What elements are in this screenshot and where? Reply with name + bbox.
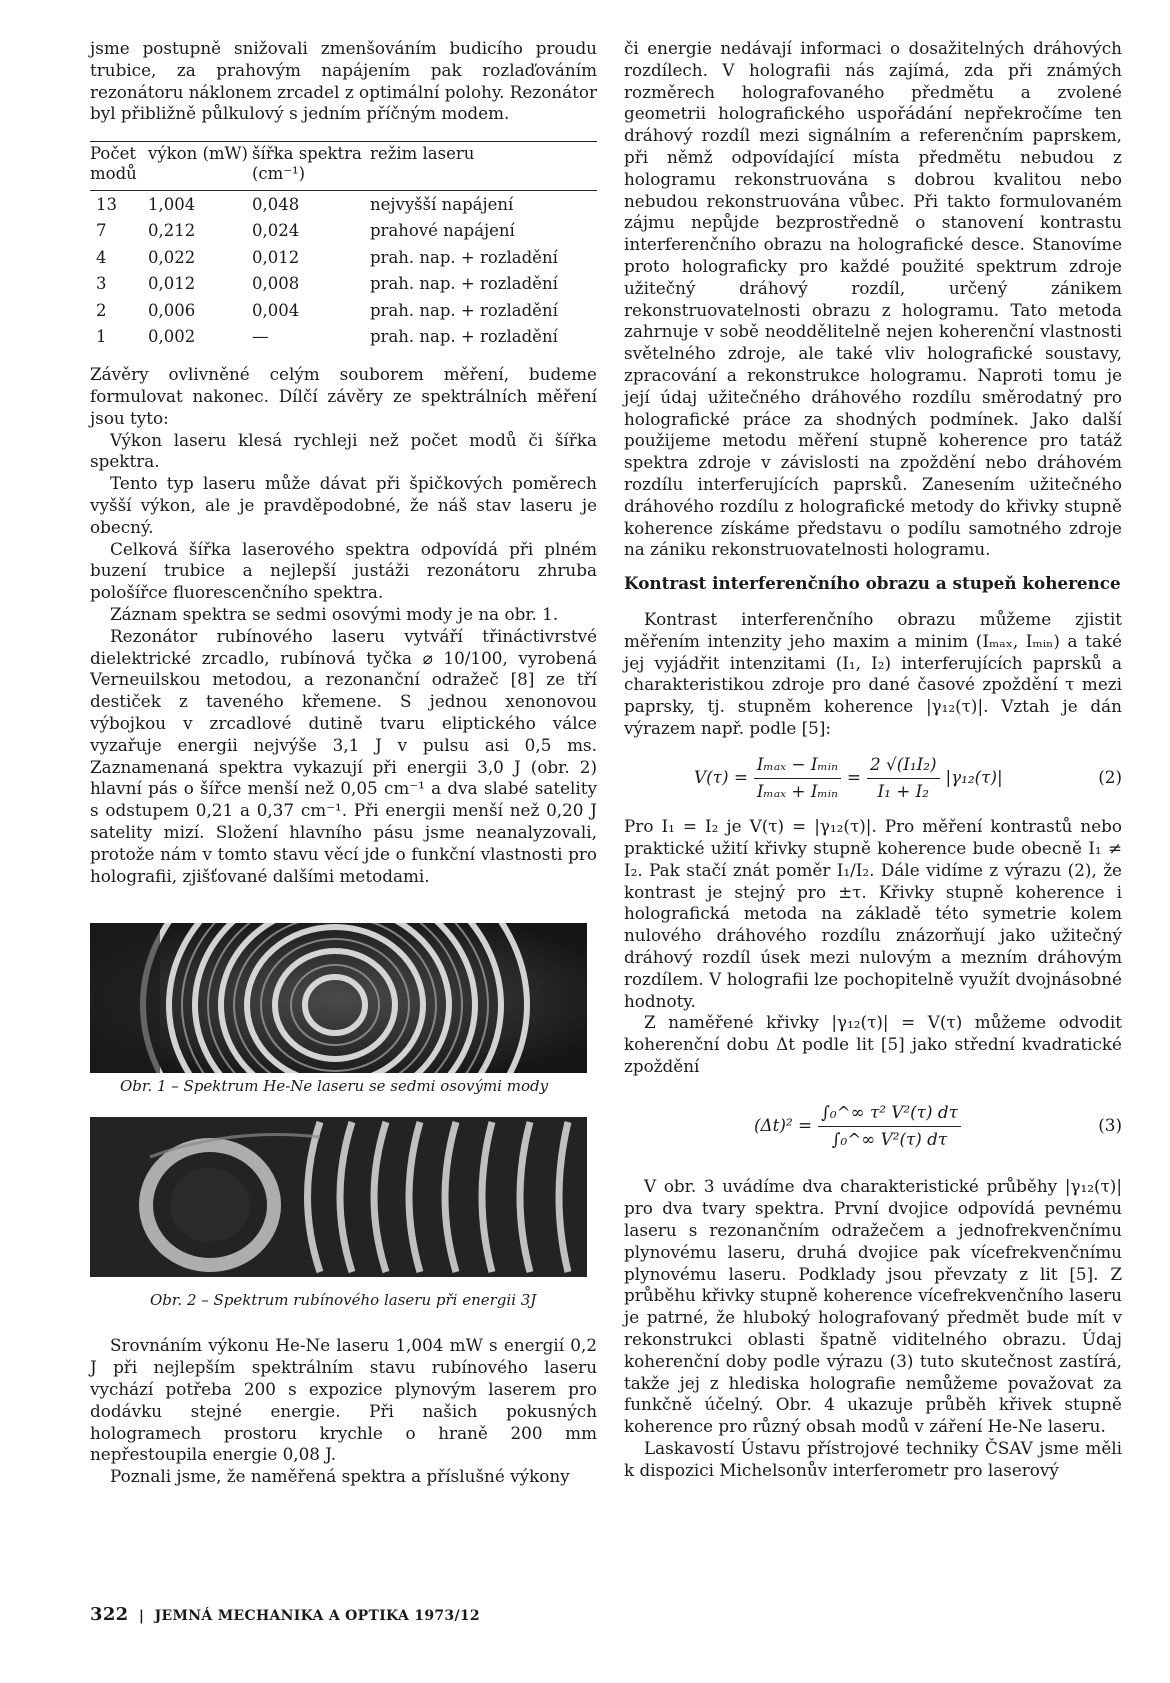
paragraph: Z naměřené křivky |γ₁₂(τ)| = V(τ) můžeme odvodit koherenční dobu Δt podle lit [5] jako střední kvadratické zpoždění xyxy=(624,1012,1122,1077)
table-row xyxy=(90,244,597,271)
eq2-number: (2) xyxy=(1098,767,1122,788)
table-cell: 0,004 xyxy=(252,300,300,320)
figure-1-caption: Obr. 1 – Spektrum He-Ne laseru se sedmi osovými mody xyxy=(120,1077,549,1096)
table-cell: 1,004 xyxy=(148,194,196,214)
table-cell: 0,022 xyxy=(148,247,196,267)
eq2-den2: I₁ + I₂ xyxy=(877,780,929,801)
left-column xyxy=(90,38,597,1488)
paragraph: Kontrast interferenčního obrazu můžeme zjistit měřením intenzity jeho maxim a minim (Iₘₐₓ, Iₘᵢₙ) a také jej vyjádřit intenzitami (I₁, I₂) interferujících paprsků a charakteristikou zdroje pro dané časové zpoždění τ mezi paprsky, tj. stupněm koherence |γ₁₂(τ)|. Vztah je dán výrazem např. podle [5]: xyxy=(624,608,1122,738)
col-header-regime: režim laseru xyxy=(370,144,475,164)
eq2-equals: = xyxy=(846,767,861,788)
paragraph: či energie nedávají informaci o dosažitelných dráhových rozdílech. V holografii nás zajímá, zda při známých rozměrech holografovaného předmětu a zvolené geometrii holografického uspořádání nepřekročíme ten dráhový rozdíl mezi signálním a referenčním paprskem, při němž odpovídající místa předmětu nebudou z hologramu rekonstruována s dobrou kvalitou nebo nebudou rekonstruována vůbec. Při takto formulovaném zájmu nepůjde bezprostředně o stanovení kontrastu interferenčního obrazu na holografické desce. Stanovíme proto holograficky pro každé použité spektrum zdroje užitečný dráhový rozdíl, určený zánikem rekonstruovatelnosti obrazu z hologramu. Tato metoda zahrnuje v sobě neoddělitelně nejen koherenční vlastnosti světelného zdroje, ale také vliv holografické soustavy, zpracování a rekonstrukce hologramu. Naproti tomu je její údaj užitečného dráhového rozdílu směrodatný pro holografické práce za shodných podmínek. Jako další použijeme metodu měření stupně koherence pro tatáž spektra zdroje v závislosti na zpoždění nebo dráhovém rozdílu interferujících paprsků. Zanesením užitečného dráhového rozdílu z holografické metody do křivky stupně koherence získáme představu o podílu samotného zdroje na zániku rekonstruovatelnosti hologramu. xyxy=(624,38,1122,560)
he-ne-spectrum-rings xyxy=(90,923,587,1073)
table-row xyxy=(90,191,597,218)
section-heading: Kontrast interferenčního obrazu a stupeň koherence xyxy=(624,573,1121,594)
table-cell: 1 xyxy=(96,327,107,347)
table-row xyxy=(90,271,597,298)
paragraph: Tento typ laseru může dávat při špičkových poměrech vyšší výkon, ale je pravděpodobné, že náš stav laseru je obecný. xyxy=(90,473,597,537)
table-cell: 13 xyxy=(96,194,117,214)
paragraph: V obr. 3 uvádíme dva charakteristické průběhy |γ₁₂(τ)| pro dva tvary spektra. První dvojice odpovídá pevnému laseru s rezonančním odražečem a jednofrekvenčnímu plynovému laseru, druhá dvojice pak vícefrekvenčnímu plynovému laseru. Podklady jsou převzaty z lit [5]. Z průběhu křivky stupně koherence vícefrekvenčního laseru je patrné, že hluboký holografovaný předmět bude mít v rekonstrukci oblasti špatně viditelného obrazu. Údaj koherenční doby podle výrazu (3) tuto skutečnost zastírá, takže jej z hlediska holografie nemůžeme považovat za funkčně účelný. Obr. 4 ukazuje průběh křivek stupně koherence pro různý obsah modů v záření He-Ne laseru. xyxy=(624,1176,1122,1437)
paragraph: Pro I₁ = I₂ je V(τ) = |γ₁₂(τ)|. Pro měření kontrastů nebo praktické užití křivky stupně koherence bude obecně I₁ ≠ I₂. Pak stačí znát poměr I₁/I₂. Dále vidíme z výrazu (2), že kontrast je stejný pro ±τ. Křivky stupně koherence i holografická metoda na základě této symetrie kolem nulového dráhového rozdílu znázorňují jako užitečný dráhový rozdíl úsek mezi nulovým a mezním dráhovým rozdílem. V holografii lze pochopitelně využít dvojnásobné hodnoty. xyxy=(624,816,1122,1011)
eq3-number: (3) xyxy=(1098,1115,1122,1136)
table-cell: prah. nap. + rozladění xyxy=(370,300,558,320)
table-cell: 0,012 xyxy=(148,274,196,294)
table-row xyxy=(90,324,597,351)
footer-divider: | xyxy=(133,1608,150,1624)
col-header-modes: Počet modů xyxy=(90,144,137,184)
mode-table xyxy=(90,142,597,350)
figure-2-photo xyxy=(90,1117,587,1277)
table-body xyxy=(90,191,597,351)
table-cell: 2 xyxy=(96,300,107,320)
eq2-tail: |γ₁₂(τ)| xyxy=(945,767,1003,788)
journal-name: JEMNÁ MECHANIKA A OPTIKA 1973/12 xyxy=(154,1608,480,1624)
eq2-fraction-2 xyxy=(867,754,940,803)
table-cell: nejvyšší napájení xyxy=(370,194,514,214)
paragraph: Srovnáním výkonu He-Ne laseru 1,004 mW s energií 0,2 J při nejlepším spektrálním stavu rubínového laseru vychází potřeba 200 s expozice plynovým laserem pro dodávku stejné energie. Při našich pokusných hologramech prostoru krychle o hraně 200 mm nepřestoupila energie 0,08 J. xyxy=(90,1335,597,1465)
figure-2-caption: Obr. 2 – Spektrum rubínového laseru při energii 3J xyxy=(150,1291,537,1310)
page-number: 322 xyxy=(90,1604,129,1625)
table-cell: 3 xyxy=(96,274,107,294)
table-header-row xyxy=(90,142,597,191)
table-cell: 0,024 xyxy=(252,221,300,241)
eq3-den: ∫₀^∞ V²(τ) dτ xyxy=(831,1128,948,1149)
table-cell: prah. nap. + rozladění xyxy=(370,247,558,267)
table-cell: 0,006 xyxy=(148,300,196,320)
eq2-lhs: V(τ) = xyxy=(694,767,748,788)
table-row xyxy=(90,297,597,324)
table-cell: 0,012 xyxy=(252,247,300,267)
table-cell: 7 xyxy=(96,221,107,241)
eq2-num1: Iₘₐₓ − Iₘᵢₙ xyxy=(754,754,841,779)
table-row xyxy=(90,218,597,245)
eq3-lhs: (Δt)² = xyxy=(754,1115,813,1136)
table-cell: 0,048 xyxy=(252,194,300,214)
paragraph: Záznam spektra se sedmi osovými mody je na obr. 1. xyxy=(110,603,559,624)
paragraph: jsme postupně snižovali zmenšováním budicího proudu trubice, za prahovým napájením pak rozlaďováním rezonátoru náklonem zrcadel z optimální polohy. Rezonátor byl přibližně půlkulový s jedním příčným modem. xyxy=(90,38,597,124)
table-cell: 0,008 xyxy=(252,274,300,294)
table-cell: — xyxy=(252,327,269,347)
eq2-fraction-1 xyxy=(754,754,841,803)
paragraph: Laskavostí Ústavu přístrojové techniky ČSAV jsme měli k dispozici Michelsonův interferometr pro laserový xyxy=(624,1438,1122,1480)
page-footer xyxy=(90,1604,480,1625)
table-cell: 0,002 xyxy=(148,327,196,347)
paragraph: Rezonátor rubínového laseru vytváří třináctivrstvé dielektrické zrcadlo, rubínová tyčka ⌀ 10/100, vyrobená Verneuilskou metodou, a rezonanční odražeč [8] ze tří destiček z taveného křemene. S jednou xenonovou výbojkou v zrcadlové dutině tvaru eliptického válce vyzařuje energii nejvýše 3,1 J v pulsu asi 0,5 ms. Zaznamenaná spektra vykazují při energii 3,0 J (obr. 2) hlavní pás o šířce menší než 0,05 cm⁻¹ a dva slabé satelity s odstupem 0,21 a 0,37 cm⁻¹. Při energii menší než 0,20 J satelity mizí. Složení hlavního pásu jsme neanalyzovali, protože nám v tomto stavu věcí jde o funkční vlastnosti pro holografii, zjišťované dalšími metodami. xyxy=(90,625,597,886)
paragraph: Závěry ovlivněné celým souborem měření, budeme formulovat nakonec. Dílčí závěry ze spektrálních měření jsou tyto: xyxy=(90,364,597,428)
ruby-spectrum-rings xyxy=(90,1117,587,1277)
figure-1-photo xyxy=(90,923,587,1073)
eq3-num: ∫₀^∞ τ² V²(τ) dτ xyxy=(818,1102,961,1127)
table-cell: prah. nap. + rozladění xyxy=(370,327,558,347)
paragraph: Výkon laseru klesá rychleji než počet modů či šířka spektra. xyxy=(90,429,597,472)
paragraph: Celková šířka laserového spektra odpovídá při plném buzení trubice a nejlepší justáži rezonátoru zhruba pološířce fluorescenčního spektra. xyxy=(90,538,597,603)
col-header-power: výkon (mW) xyxy=(148,144,248,164)
right-column xyxy=(624,38,1122,1482)
table-cell: prahové napájení xyxy=(370,221,515,241)
eq2-den1: Iₘₐₓ + Iₘᵢₙ xyxy=(756,780,838,801)
table-cell: 4 xyxy=(96,247,107,267)
col-header-width: šířka spektra (cm⁻¹) xyxy=(252,144,362,184)
paragraph: Poznali jsme, že naměřená spektra a příslušné výkony xyxy=(110,1466,570,1487)
eq3-fraction xyxy=(818,1102,961,1151)
equation-3 xyxy=(754,1102,1122,1151)
eq2-num2: 2 √(I₁I₂) xyxy=(867,754,940,779)
table-cell: prah. nap. + rozladění xyxy=(370,274,558,294)
table-cell: 0,212 xyxy=(148,221,196,241)
equation-2 xyxy=(694,754,1122,803)
